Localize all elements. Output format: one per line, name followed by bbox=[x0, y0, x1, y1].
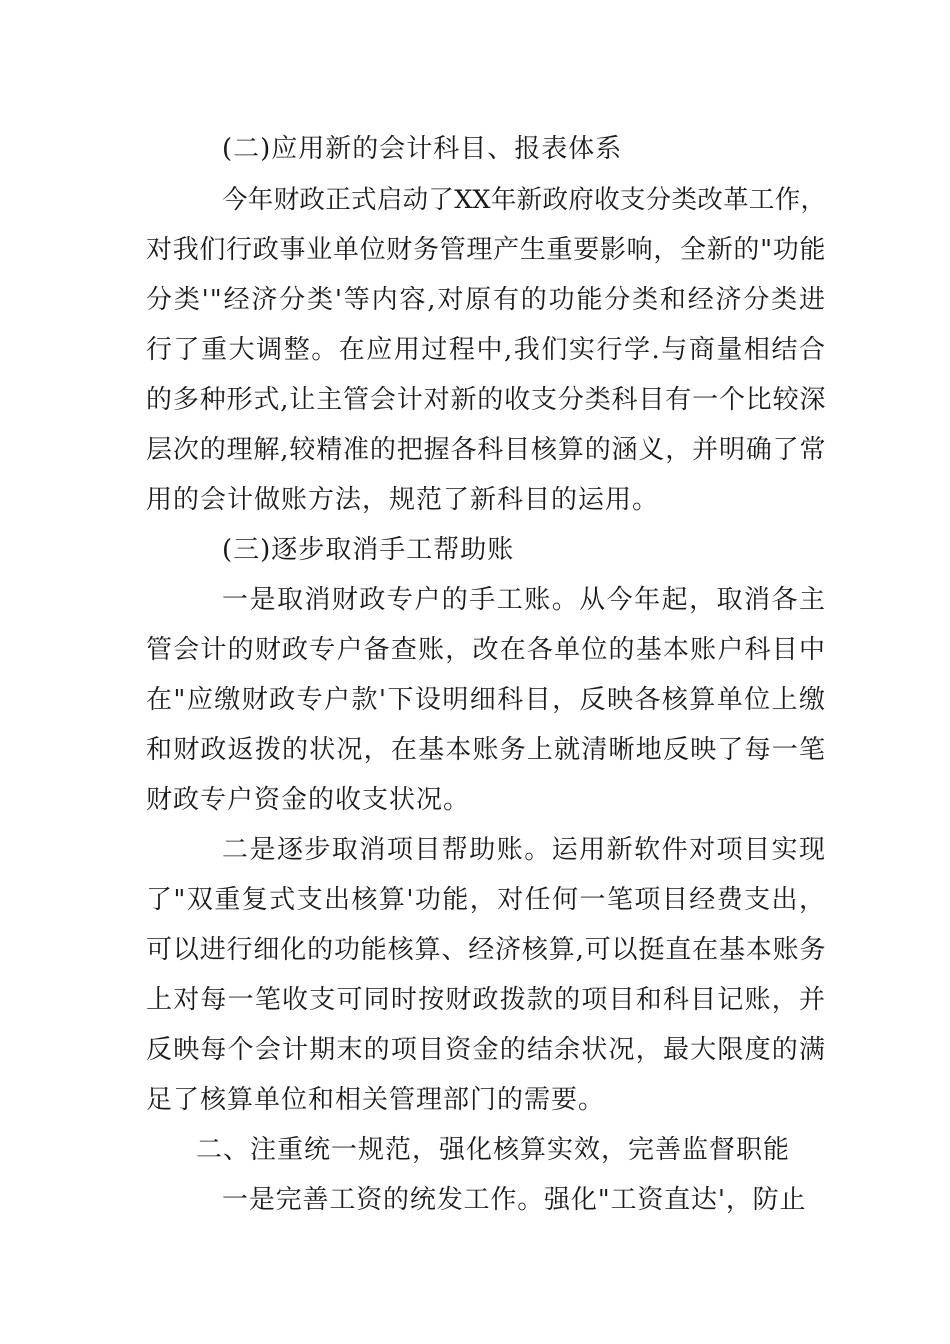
paragraph-line: 和财政返拨的状况，在基本账务上就清晰地反映了每一笔 bbox=[146, 735, 826, 765]
paragraph-line: 上对每一笔收支可同时按财政拨款的项目和科目记账，并 bbox=[146, 985, 826, 1015]
paragraph-line: 了"双重复式支出核算'功能，对任何一笔项目经费支出， bbox=[146, 885, 826, 915]
paragraph-line: 层次的理解,较精准的把握各科目核算的涵义，并明确了常 bbox=[146, 435, 826, 465]
section-heading-two: 二、注重统一规范，强化核算实效，完善监督职能 bbox=[196, 1135, 791, 1165]
paragraph-line: 的多种形式,让主管会计对新的收支分类科目有一个比较深 bbox=[146, 385, 826, 415]
paragraph-line: 今年财政正式启动了XX年新政府收支分类改革工作， bbox=[222, 185, 826, 215]
section-heading-3: (三)逐步取消手工帮助账 bbox=[222, 535, 515, 565]
paragraph-line: 在"应缴财政专户款'下设明细科目，反映各核算单位上缴 bbox=[146, 685, 826, 715]
paragraph-line: 二是逐步取消项目帮助账。运用新软件对项目实现 bbox=[222, 835, 826, 865]
paragraph-line: 一是取消财政专户的手工账。从今年起，取消各主 bbox=[222, 585, 826, 615]
paragraph-line: 对我们行政事业单位财务管理产生重要影响，全新的"功能 bbox=[146, 235, 826, 265]
paragraph-line: 足了核算单位和相关管理部门的需要。 bbox=[146, 1085, 606, 1115]
paragraph-line: 反映每个会计期末的项目资金的结余状况，最大限度的满 bbox=[146, 1035, 826, 1065]
paragraph-line: 用的会计做账方法，规范了新科目的运用。 bbox=[146, 485, 660, 515]
paragraph-line: 可以进行细化的功能核算、经济核算,可以挺直在基本账务 bbox=[146, 935, 826, 965]
paragraph-line: 管会计的财政专户备查账，改在各单位的基本账户科目中 bbox=[146, 635, 826, 665]
paragraph-line: 一是完善工资的统发工作。强化"工资直达'，防止 bbox=[222, 1185, 806, 1215]
paragraph-line: 行了重大调整。在应用过程中,我们实行学.与商量相结合 bbox=[146, 335, 826, 365]
paragraph-line: 财政专户资金的收支状况。 bbox=[146, 785, 471, 815]
section-heading-2: (二)应用新的会计科目、报表体系 bbox=[222, 134, 623, 164]
paragraph-line: 分类'"经济分类'等内容,对原有的功能分类和经济分类进 bbox=[146, 285, 826, 315]
